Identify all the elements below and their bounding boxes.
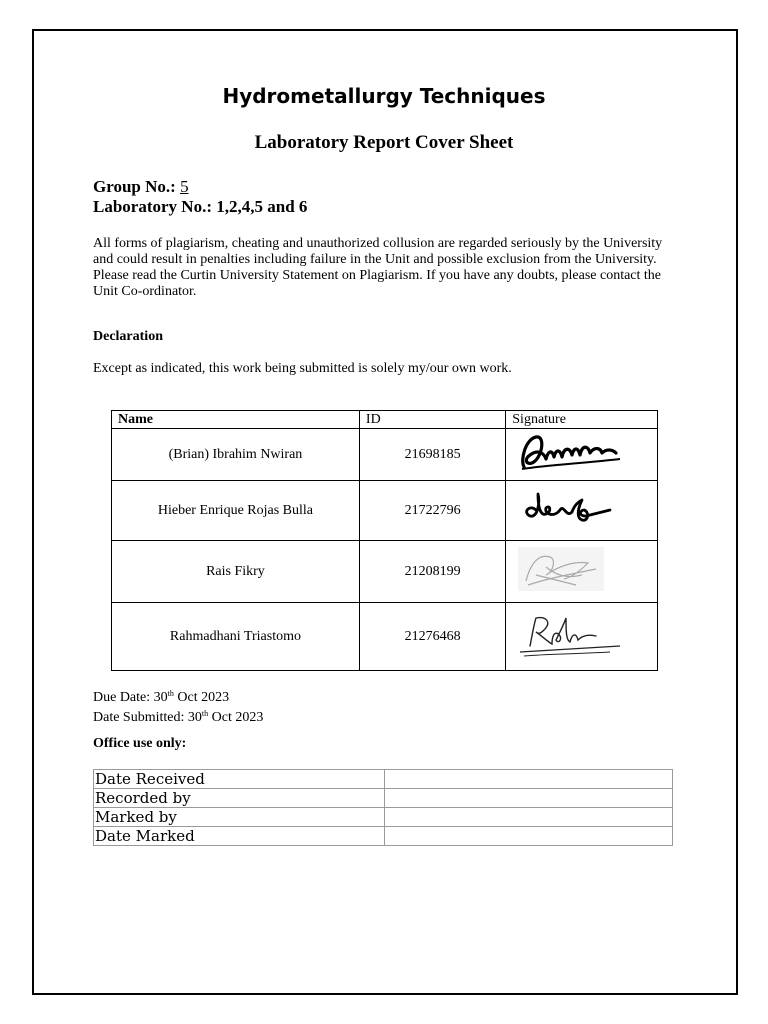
laboratory-number [93, 197, 307, 217]
header-id: ID [359, 411, 505, 429]
members-table-header [112, 411, 658, 429]
declaration-heading: Declaration [93, 329, 163, 344]
member-id: 21208199 [359, 541, 505, 603]
member-name: Rais Fikry [112, 541, 360, 603]
table-row [94, 789, 673, 808]
group-number [93, 177, 189, 197]
date-submitted-rest: Oct 2023 [208, 710, 264, 725]
table-row [94, 827, 673, 846]
signature-cell [506, 429, 658, 481]
members-table [111, 410, 658, 671]
lab-label: Laboratory No.: [93, 197, 217, 216]
due-dates [93, 686, 263, 726]
member-name: Rahmadhani Triastomo [112, 603, 360, 671]
declaration-text: Except as indicated, this work being submitted is solely my/our own work. [93, 361, 512, 376]
document-title: Hydrometallurgy Techniques [222, 84, 546, 108]
signature-image-3 [516, 545, 606, 593]
table-row [94, 808, 673, 827]
date-submitted-label: Date Submitted: 30 [93, 710, 202, 725]
office-use-table [93, 769, 673, 846]
signature-cell [506, 603, 658, 671]
member-name: (Brian) Ibrahim Nwiran [112, 429, 360, 481]
table-row [112, 541, 658, 603]
office-row-label: Recorded by [94, 789, 385, 808]
signature-image-1 [516, 429, 626, 475]
office-use-heading: Office use only: [93, 736, 187, 751]
office-row-label: Date Received [94, 770, 385, 789]
member-id: 21276468 [359, 603, 505, 671]
office-row-value [385, 808, 673, 827]
group-value: 5 [180, 177, 189, 196]
office-row-value [385, 789, 673, 808]
signature-image-4 [516, 610, 626, 658]
header-name: Name [112, 411, 360, 429]
due-date-rest: Oct 2023 [173, 690, 230, 705]
group-label: Group No.: [93, 177, 181, 196]
header-signature: Signature [506, 411, 658, 429]
signature-cell [506, 541, 658, 603]
signature-image-2 [516, 488, 616, 528]
plagiarism-notice: All forms of plagiarism, cheating and unauthorized collusion are regarded seriously by the University and could result in penalties including failure in the Unit and possible exclusion from the University. Please read the Curtin University Statement on Plagiarism. If you have any doubts, please contact the Unit Co-ordinator. [93, 236, 663, 299]
office-row-label: Marked by [94, 808, 385, 827]
due-date-suffix: th [167, 689, 174, 698]
member-name: Hieber Enrique Rojas Bulla [112, 481, 360, 541]
office-row-value [385, 827, 673, 846]
date-submitted [93, 706, 263, 726]
due-date-label: Due Date: 30 [93, 690, 168, 705]
office-row-value [385, 770, 673, 789]
member-id: 21722796 [359, 481, 505, 541]
member-id: 21698185 [359, 429, 505, 481]
date-submitted-suffix: th [201, 709, 209, 718]
due-date [93, 686, 263, 706]
table-row [112, 429, 658, 481]
table-row [94, 770, 673, 789]
table-row [112, 481, 658, 541]
office-row-label: Date Marked [94, 827, 385, 846]
signature-cell [506, 481, 658, 541]
lab-value: 1,2,4,5 and 6 [216, 197, 308, 216]
table-row [112, 603, 658, 671]
document-subtitle: Laboratory Report Cover Sheet [254, 132, 514, 153]
